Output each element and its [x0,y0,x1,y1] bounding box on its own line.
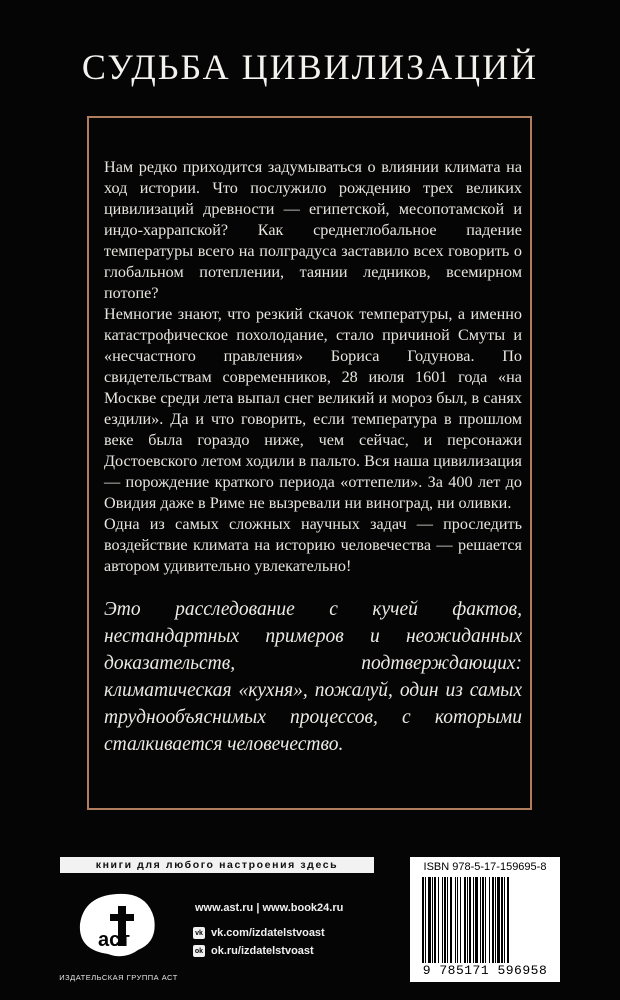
paragraph-3: Одна из самых сложных научных задач — проследить воздействие климата на историю человечества — решается автором удивительно увлекательно! [104,515,522,575]
paragraph-2: Немногие знают, что резкий скачок температуры, а именно катастрофическое похолодание, стало причиной Смуты и «несчастного правления» Бориса Годунова. По свидетельствам современников, 28 июля 1601 года «на Москве среди лета выпал снег великий и мороз был, в санях ездили». Да и что говорить, если температура в прошлом веке была гораздо ниже, чем сейчас, и персонажи Достоевского летом ходили в пальто. Вся наша цивилизация — порождение краткого периода «оттепели». За 400 лет до Овидия даже в Риме не вызревали ни виноград, ни оливки. [104,305,522,512]
barcode-bar [434,877,436,963]
barcode-bar [442,877,443,963]
barcode-bar [425,877,426,963]
barcode-bar [469,877,471,963]
barcode-bar [501,877,503,963]
vk-link-text: vk.com/izdatelstvoast [211,927,325,939]
barcode-bar [438,877,439,963]
ok-link[interactable] [193,943,393,959]
publisher-slogan: книги для любого настроения здесь [60,857,374,873]
barcode-bar [482,877,484,963]
barcode-bar [464,877,466,963]
barcode-bar [455,877,456,963]
italic-summary: Это расследование с кучей фактов, нестандартных примеров и неожиданных доказательств, подтверждающих: климатическая «кухня», пожалуй, один из самых труднообъяснимых процессов, с которыми сталкивается человечество. [104,599,522,755]
barcode-bar [507,877,509,963]
barcode-bar [489,877,490,963]
barcode-bar [485,877,486,963]
isbn-box [410,857,560,982]
barcode-bar [447,877,448,963]
publisher-links[interactable]: www.ast.ru | www.book24.ru [195,902,344,914]
barcode-bar [475,877,478,963]
barcode [420,877,550,965]
barcode-bar [422,877,424,963]
ast-logo [62,884,172,984]
barcode-bar [460,877,461,963]
ok-link-text: ok.ru/izdatelstvoast [211,945,314,957]
barcode-bar [495,877,496,963]
barcode-bar [457,877,458,963]
barcode-bar [492,877,494,963]
logo-wordmark: аст [98,929,131,951]
paragraph-1: Нам редко приходится задумываться о влиянии климата на ход истории. Что послужило рождению трех великих цивилизаций древности — египетской, месопотамской и индо-харрапской? Как среднеглобальное падение температуры всего на полградуса заставило всех говорить о глобальном потеплении, таянии ледников, всемирном потопе? [104,158,522,302]
barcode-bar [504,877,505,963]
barcode-bar [497,877,500,963]
barcode-bar [428,877,431,963]
barcode-bar [480,877,481,963]
book-title: СУДЬБА ЦИВИЛИЗАЦИЙ [81,47,539,87]
barcode-bar [473,877,474,963]
vk-link[interactable] [193,925,393,941]
barcode-digits: 9 785171 596958 [422,963,548,978]
ok-icon: ok [193,945,205,957]
barcode-bar [467,877,468,963]
isbn-label: ISBN 978-5-17-159695-8 [423,861,547,873]
barcode-bar [450,877,452,963]
logo-caption: ИЗДАТЕЛЬСКАЯ ГРУППА АСТ [59,973,178,982]
vk-icon: vk [193,927,205,939]
barcode-bar [432,877,433,963]
barcode-bar [444,877,446,963]
annotation-body [104,157,522,577]
